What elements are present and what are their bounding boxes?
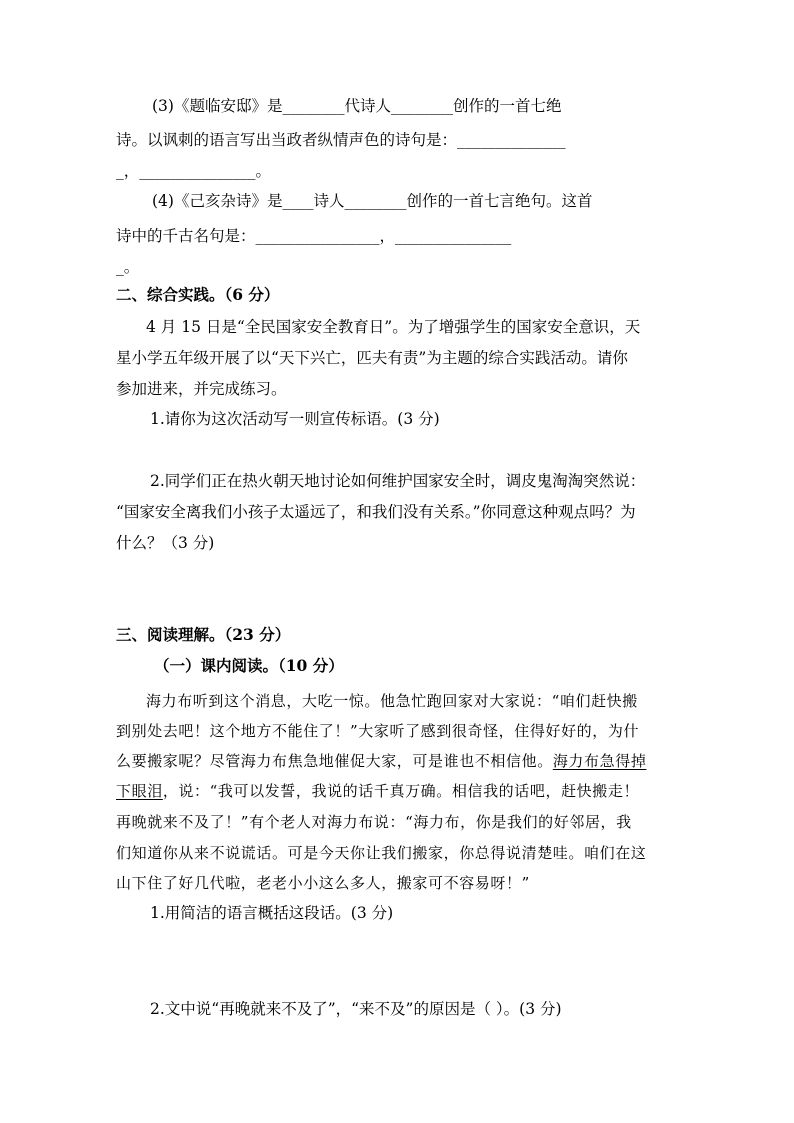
passage-underlined-phrase-end: 下眼泪 [116,782,163,800]
section3-subheading: （一）课内阅读。（10 分） [154,656,344,675]
section2-intro-line-1: 4 月 15 日是“全民国家安全教育日”。为了增强学生的国家安全意识，天 [146,318,641,336]
q4-line-3: _。 [116,258,140,276]
passage-underlined-phrase-start: 海力布急得掉 [552,752,647,770]
section2-intro-line-3: 参加进来，并完成练习。 [116,380,287,398]
passage-line-1: 海力布听到这个消息，大吃一惊。他急忙跑回家对大家说：“咱们赶快搬 [146,692,638,710]
section2-question-1: 1.请你为这次活动写一则宣传标语。(3 分) [150,410,440,428]
section2-question-2-line-2: “国家安全离我们小孩子太遥远了，和我们没有关系。”你同意这种观点吗？为 [116,503,636,521]
passage-line-2: 到别处去吧！这个地方不能住了！”大家听了感到很奇怪，住得好好的，为什 [116,722,640,740]
passage-line-6: 们知道你从来不说谎话。可是今天你让我们搬家，你总得说清楚哇。咱们在这 [116,844,647,862]
passage-line-7: 山下住了好几代啦，老老小小这么多人，搬家可不容易呀！” [116,874,530,892]
q4-line-2: 诗中的千古名句是：________________，_______________ [116,227,512,245]
q3-line-3: _，_______________。 [116,162,272,180]
passage-line-3 [116,750,646,772]
passage-line-4-text: ，说：“我可以发誓，我说的话千真万确。相信我的话吧，赶快搬走！ [162,782,640,800]
section2-heading: 二、综合实践。（6 分） [116,285,280,304]
passage-line-4 [116,780,639,802]
section3-question-1: 1.用简洁的语言概括这段话。(3 分) [150,904,394,922]
q3-line-1: (3)《题临安邸》是________代诗人________创作的一首七绝 [152,97,562,115]
passage-line-3-text: 么要搬家呢？尽管海力布焦急地催促大家，可是谁也不相信他。 [116,752,553,770]
section2-intro-line-2: 星小学五年级开展了以“天下兴亡，匹夫有责”为主题的综合实践活动。请你 [116,349,628,367]
section2-question-2-line-1: 2.同学们正在热火朝天地讨论如何维护国家安全时，调皮鬼淘淘突然说： [150,472,646,490]
q4-line-1: (4)《己亥杂诗》是____诗人________创作的一首七言绝句。这首 [152,192,593,210]
passage-line-5: 再晚就来不及了！”有个老人对海力布说：“海力布，你是我们的好邻居，我 [116,813,632,831]
section3-question-2: 2.文中说“再晚就来不及了”，“来不及”的原因是（ ）。(3 分) [150,1000,562,1018]
section3-heading: 三、阅读理解。（23 分） [116,625,291,644]
q3-line-2: 诗。以讽刺的语言写出当政者纵情声色的诗句是：______________ [116,131,566,149]
section2-question-2-line-3: 什么？（3 分) [116,534,215,552]
